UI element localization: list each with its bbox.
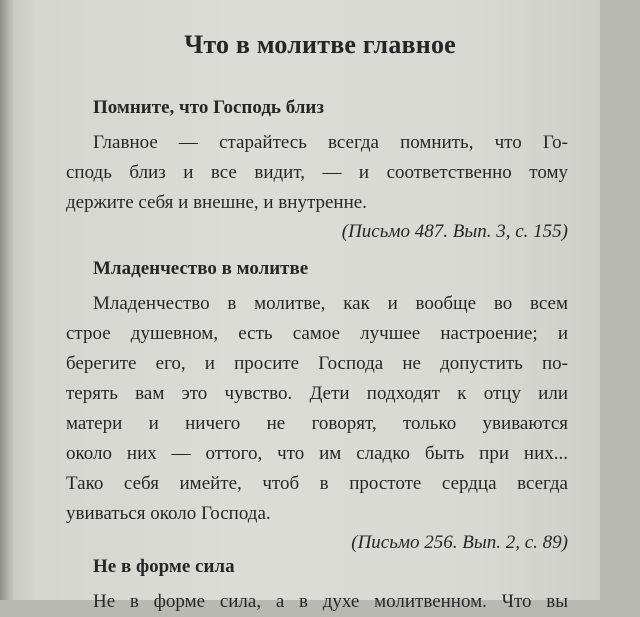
section-heading: Не в форме сила: [93, 556, 235, 577]
body-line: терять вам это чувство. Дети подходят к отцу или: [66, 383, 568, 404]
citation: (Письмо 487. Вып. 3, с. 155): [341, 221, 568, 242]
body-line: держите себя и внешне, и внутренне.: [66, 192, 367, 213]
body-line: около них — оттого, что им сладко быть при них...: [66, 443, 568, 464]
section-not-in-form: [66, 555, 568, 617]
body-line: берегите его, и просите Господа не допустить по-: [66, 353, 568, 374]
chapter-title: Что в молитве главное: [184, 30, 456, 59]
body-line: увиваться около Господа.: [66, 503, 271, 524]
body-line: матери и ничего не говорят, только увиваются: [66, 413, 568, 434]
body-line: Главное — старайтесь всегда помнить, что Го-: [93, 132, 568, 153]
section-remember-lord-near: [66, 96, 568, 246]
book-spine-shadow: [0, 0, 14, 600]
citation: (Письмо 256. Вып. 2, с. 89): [351, 532, 568, 553]
body-line: строе душевном, есть самое лучшее настроение; и: [66, 323, 568, 344]
body-line: Не в форме сила, а в духе молитвенном. Что вы: [93, 591, 568, 612]
body-line: Тако себя имейте, чтоб в простоте сердца всегда: [66, 473, 568, 494]
body-line: Младенчество в молитве, как и вообще во всем: [93, 293, 568, 314]
section-heading: Младенчество в молитве: [93, 258, 309, 279]
section-childlikeness-in-prayer: [66, 257, 568, 557]
body-line: сподь близ и все видит, — и соответственно тому: [66, 162, 568, 183]
section-heading: Помните, что Господь близ: [93, 97, 324, 118]
